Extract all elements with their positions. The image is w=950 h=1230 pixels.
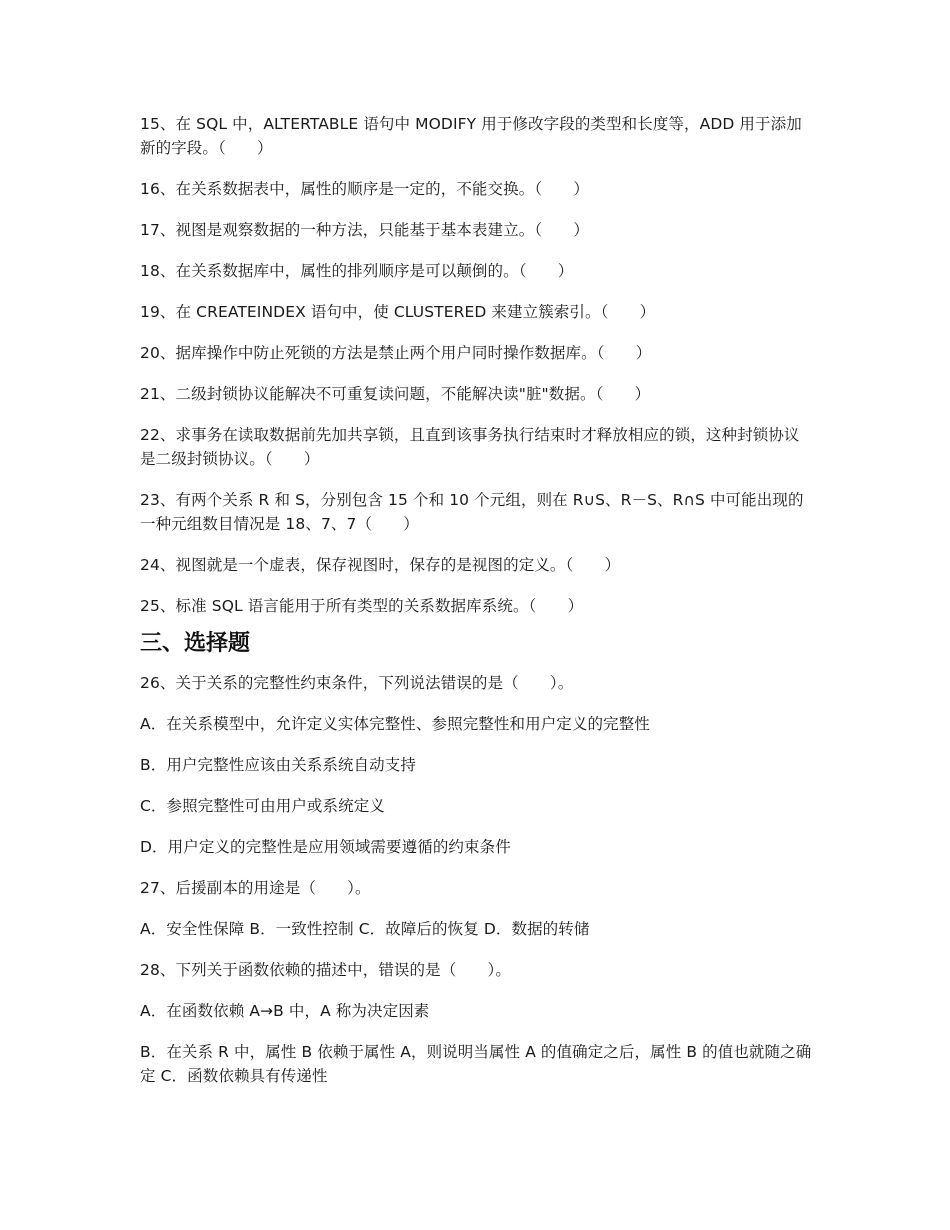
question-24: 24、视图就是一个虚表，保存视图时，保存的是视图的定义。（ ） [140, 556, 621, 574]
question-27-options: A．安全性保障 B．一致性控制 C．故障后的恢复 D．数据的转储 [140, 920, 590, 938]
question-23: 23、有两个关系 R 和 S，分别包含 15 个和 10 个元组，则在 R∪S、R－S、R∩S 中可能出现的一种元组数目情况是 18、7、7（ ） [140, 491, 804, 533]
question-28-option-a: A．在函数依赖 A→B 中，A 称为决定因素 [140, 1002, 430, 1020]
question-26: 26、关于关系的完整性约束条件，下列说法错误的是（ ）。 [140, 674, 574, 692]
question-22: 22、求事务在读取数据前先加共享锁，且直到该事务执行结束时才释放相应的锁，这种封锁协议是二级封锁协议。（ ） [140, 426, 800, 468]
question-28: 28、下列关于函数依赖的描述中，错误的是（ ）。 [140, 961, 511, 979]
document-page [140, 112, 812, 1105]
question-21: 21、二级封锁协议能解决不可重复读问题，不能解决读"脏"数据。（ ） [140, 385, 651, 403]
question-20: 20、据库操作中防止死锁的方法是禁止两个用户同时操作数据库。（ ） [140, 344, 652, 362]
question-26-option-c: C．参照完整性可由用户或系统定义 [140, 797, 385, 815]
question-26-option-d: D．用户定义的完整性是应用领域需要遵循的约束条件 [140, 838, 511, 856]
section-heading: 三、选择题 [140, 631, 251, 656]
question-26-option-a: A．在关系模型中，允许定义实体完整性、参照完整性和用户定义的完整性 [140, 715, 650, 733]
question-27: 27、后援副本的用途是（ ）。 [140, 879, 371, 897]
question-16: 16、在关系数据表中，属性的顺序是一定的，不能交换。（ ） [140, 180, 589, 198]
question-15: 15、在 SQL 中，ALTERTABLE 语句中 MODIFY 用于修改字段的类型和长度等，ADD 用于添加新的字段。（ ） [140, 115, 802, 157]
question-17: 17、视图是观察数据的一种方法，只能基于基本表建立。（ ） [140, 221, 589, 239]
question-19: 19、在 CREATEINDEX 语句中，使 CLUSTERED 来建立簇索引。（ ） [140, 303, 656, 321]
question-25: 25、标准 SQL 语言能用于所有类型的关系数据库系统。（ ） [140, 597, 584, 615]
question-18: 18、在关系数据库中，属性的排列顺序是可以颠倒的。（ ） [140, 262, 574, 280]
question-28-option-b-c: B．在关系 R 中，属性 B 依赖于属性 A，则说明当属性 A 的值确定之后，属性 B 的值也就随之确定 C．函数依赖具有传递性 [140, 1043, 812, 1085]
question-26-option-b: B．用户完整性应该由关系系统自动支持 [140, 756, 416, 774]
